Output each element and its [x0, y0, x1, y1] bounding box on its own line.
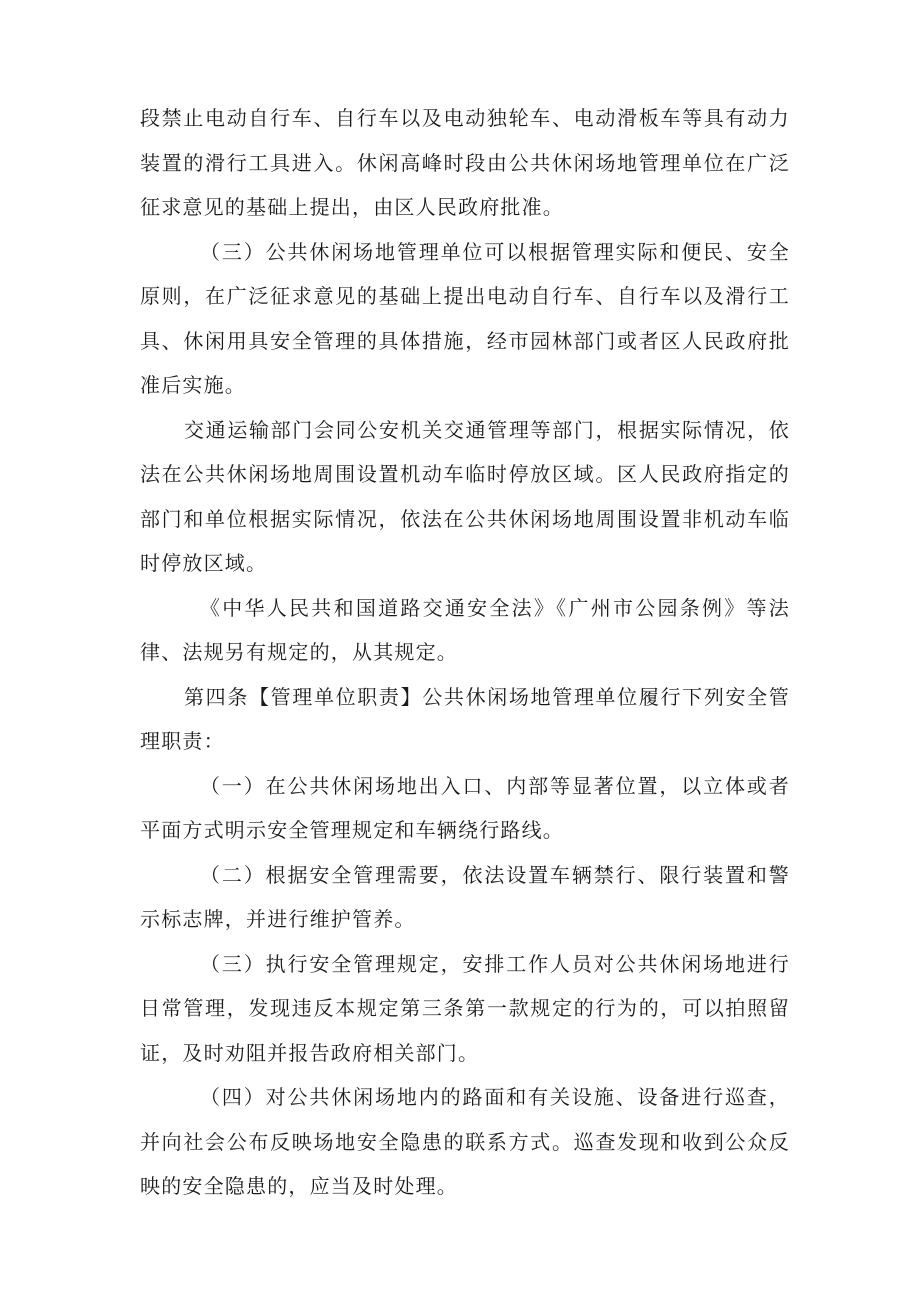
paragraph-item-3: （三）公共休闲场地管理单位可以根据管理实际和便民、安全原则，在广泛征求意见的基础上提出电动自行车、自行车以及滑行工具、休闲用具安全管理的具体措施，经市园林部门或者区人民政府批准后实施。 [140, 239, 790, 397]
paragraph-duty-2: （二）根据安全管理需要，依法设置车辆禁行、限行装置和警示标志牌，并进行维护管养。 [140, 862, 790, 931]
paragraph-duty-4: （四）对公共休闲场地内的路面和有关设施、设备进行巡查，并向社会公布反映场地安全隐患的联系方式。巡查发现和收到公众反映的安全隐患的，应当及时处理。 [140, 1085, 790, 1198]
paragraph-duty-3: （三）执行安全管理规定，安排工作人员对公共休闲场地进行日常管理，发现违反本规定第三条第一款规定的行为的，可以拍照留证，及时劝阻并报告政府相关部门。 [140, 951, 790, 1065]
paragraph-duty-1: （一）在公共休闲场地出入口、内部等显著位置，以立体或者平面方式明示安全管理规定和车辆绕行路线。 [140, 773, 790, 842]
paragraph-transport: 交通运输部门会同公安机关交通管理等部门，根据实际情况，依法在公共休闲场地周围设置机动车临时停放区域。区人民政府指定的部门和单位根据实际情况，依法在公共休闲场地周围设置非机动车临时停放区域。 [140, 417, 790, 575]
paragraph-continuation: 段禁止电动自行车、自行车以及电动独轮车、电动滑板车等具有动力装置的滑行工具进入。休闲高峰时段由公共休闲场地管理单位在广泛征求意见的基础上提出，由区人民政府批准。 [140, 106, 790, 219]
document-body [140, 96, 790, 1209]
article-4-heading: 第四条【管理单位职责】公共休闲场地管理单位履行下列安全管理职责： [140, 684, 790, 753]
paragraph-laws: 《中华人民共和国道路交通安全法》《广州市公园条例》等法律、法规另有规定的，从其规定。 [140, 595, 790, 664]
